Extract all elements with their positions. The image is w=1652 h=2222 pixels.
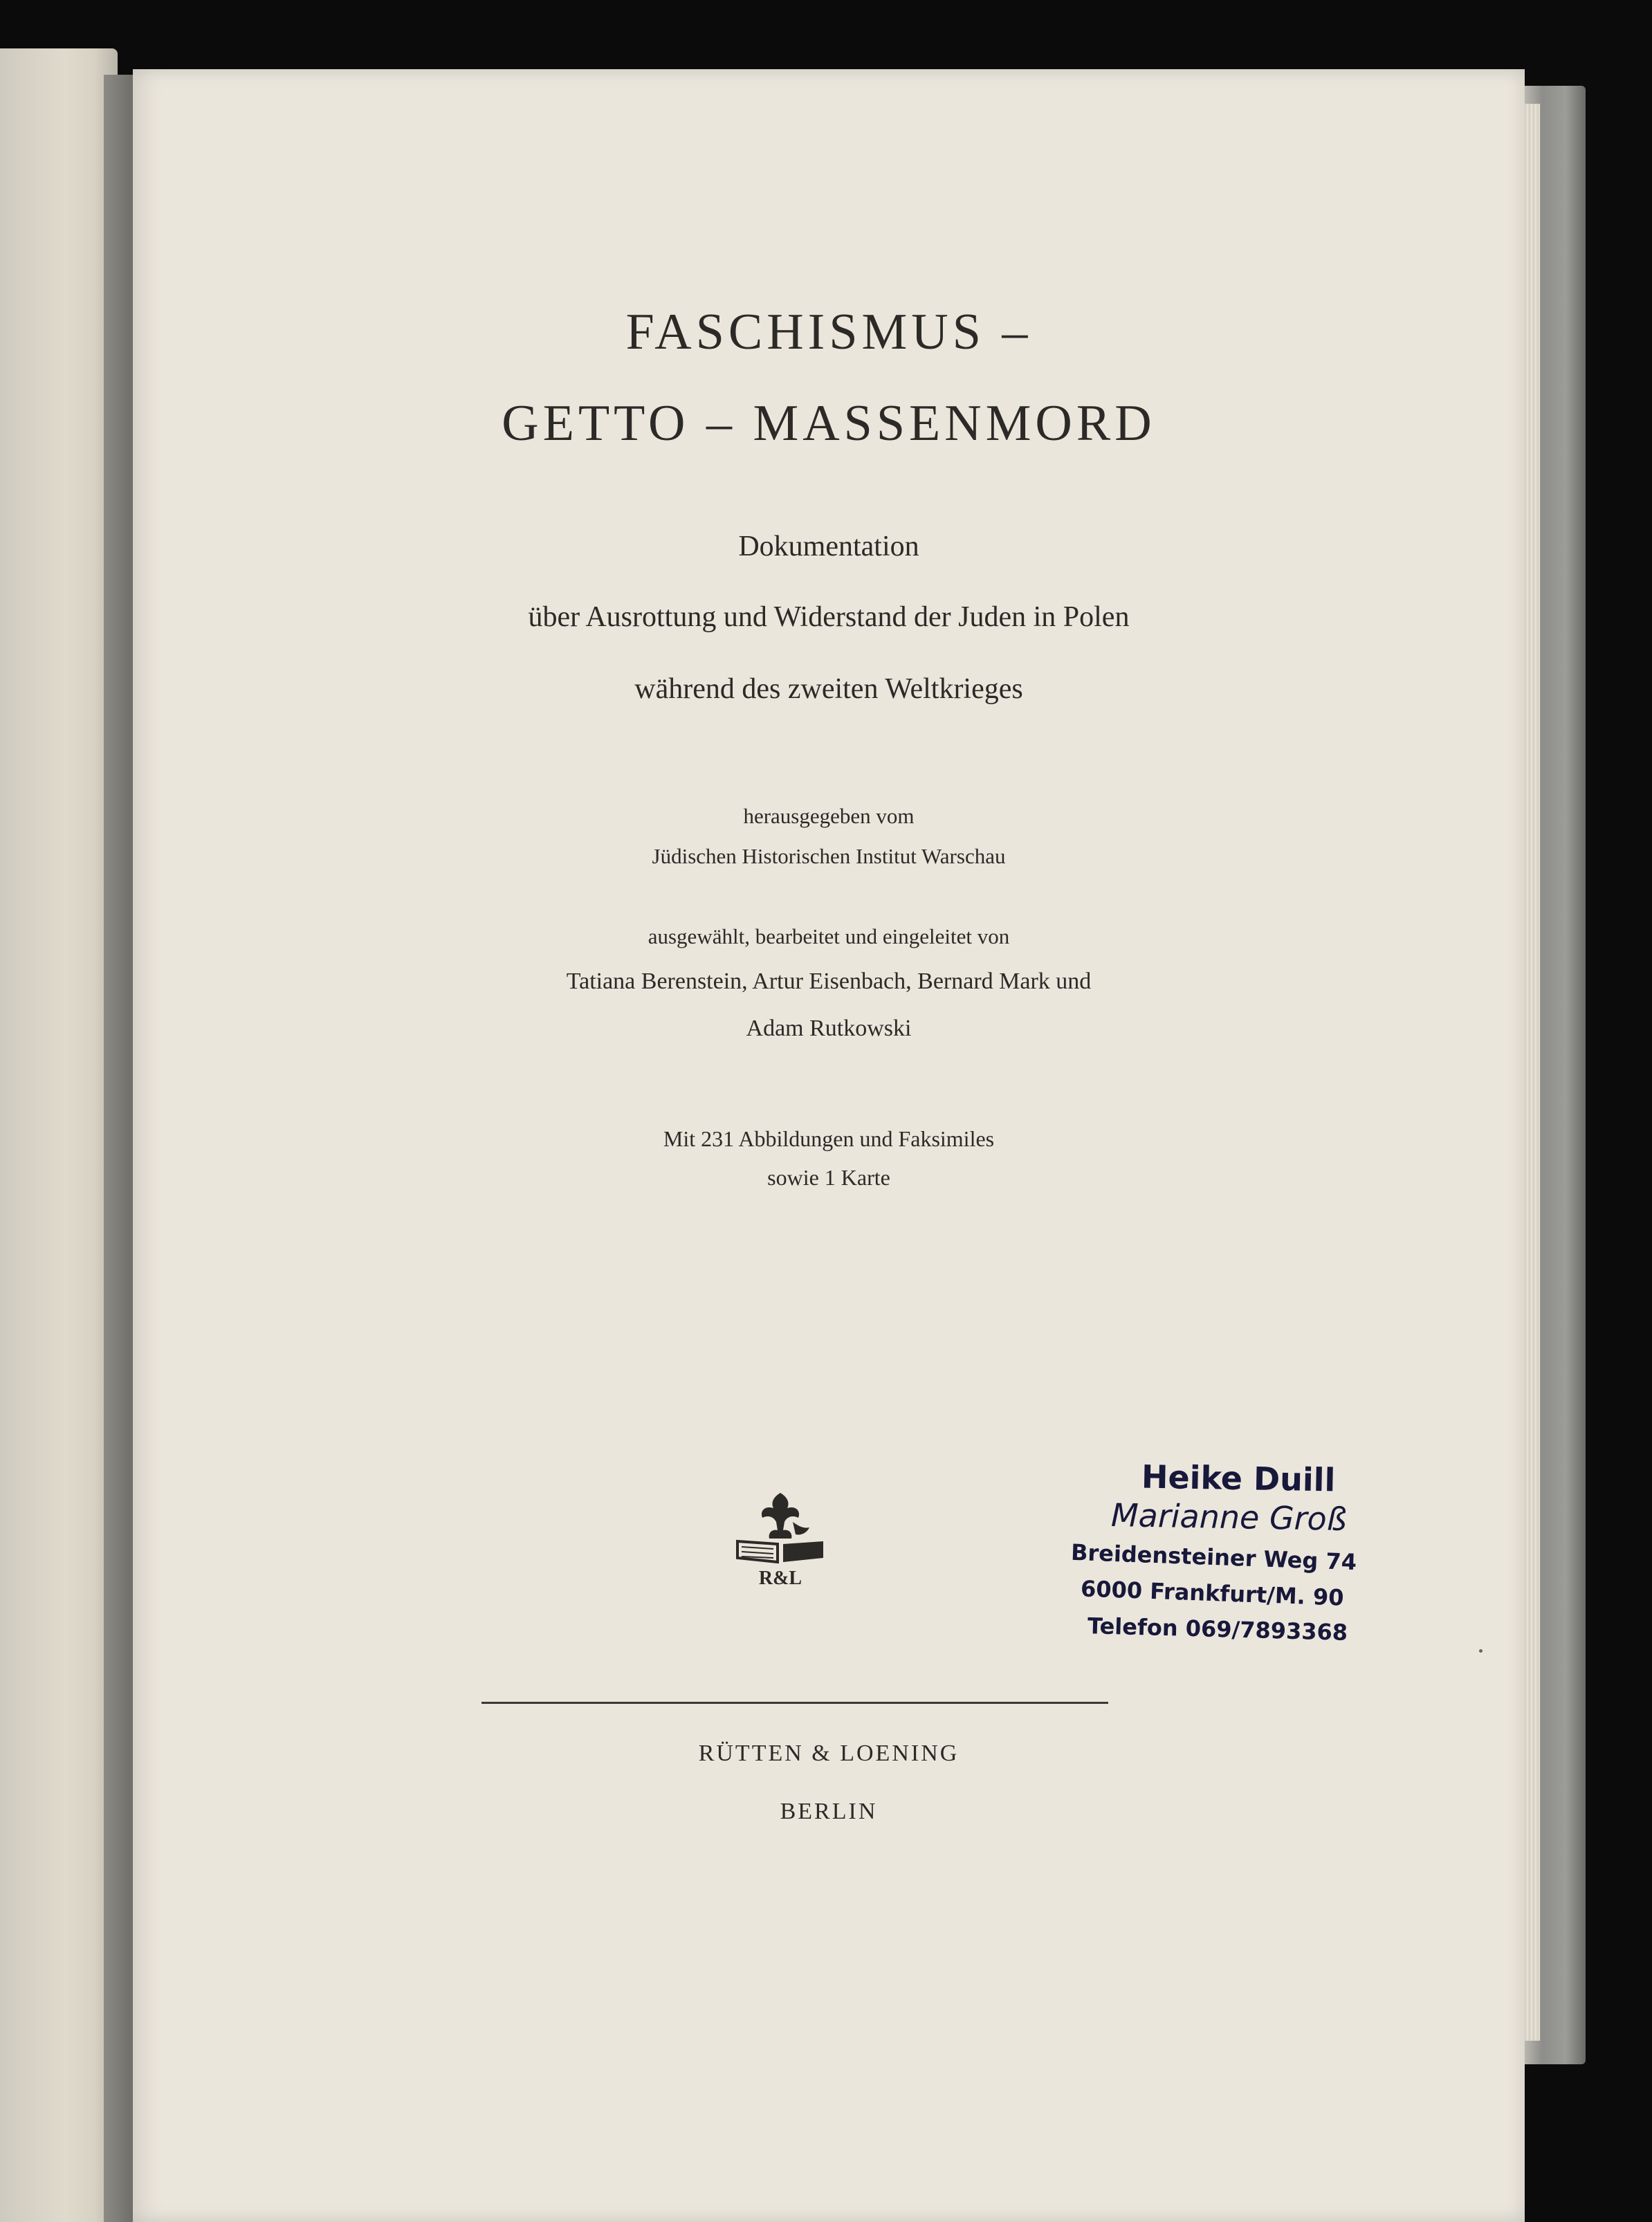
publisher-name: RÜTTEN & LOENING	[698, 1741, 960, 1766]
selection-line-1: ausgewählt, bearbeitet und eingeleitet von	[648, 924, 1010, 948]
stamp-line-3: Breidensteiner Weg 74	[1070, 1539, 1357, 1576]
main-title-line-2: GETTO – MASSENMORD	[502, 395, 1156, 452]
main-title-line-1: FASCHISMUS –	[625, 304, 1032, 360]
publisher-city: BERLIN	[780, 1799, 878, 1824]
selection-line-3: Adam Rutkowski	[746, 1016, 912, 1041]
stamp-line-4: 6000 Frankfurt/M. 90	[1080, 1575, 1345, 1611]
left-cover-board	[104, 75, 137, 2222]
left-facing-page	[0, 48, 118, 2222]
illustrations-line-2: sowie 1 Karte	[767, 1165, 890, 1190]
owner-address-stamp	[1050, 1460, 1375, 1695]
publisher-logo-text: R&L	[758, 1568, 802, 1589]
stamp-line-2: Marianne Groß	[1110, 1496, 1348, 1538]
stamp-line-1: Heike Duill	[1141, 1458, 1336, 1499]
selection-line-2: Tatiana Berenstein, Artur Eisenbach, Bernard Mark und	[566, 968, 1092, 994]
subtitle-line-1: Dokumentation	[738, 531, 919, 562]
subtitle-line-2: über Ausrottung und Widerstand der Juden in Polen	[528, 601, 1130, 633]
subtitle-line-3: während des zweiten Weltkrieges	[634, 673, 1023, 705]
editor-line-2: Jüdischen Historischen Institut Warschau	[652, 844, 1006, 868]
divider-rule	[481, 1702, 1108, 1704]
paper-speck	[1479, 1649, 1483, 1653]
illustrations-line-1: Mit 231 Abbildungen und Faksimiles	[663, 1126, 995, 1151]
editor-line-1: herausgegeben vom	[743, 804, 915, 828]
title-page	[133, 69, 1525, 2222]
stamp-line-5: Telefon 069/7893368	[1087, 1613, 1348, 1646]
